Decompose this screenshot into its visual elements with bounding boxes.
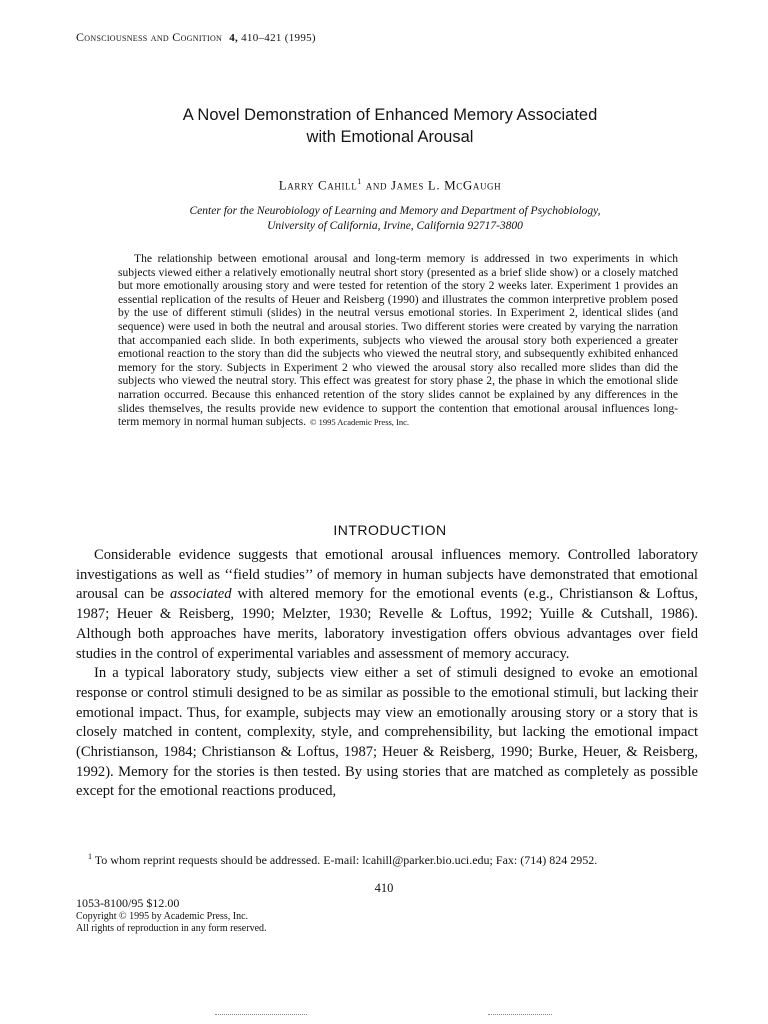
page-number: 410 (374, 881, 394, 895)
journal-volume: 4, (229, 32, 239, 44)
first-author: Larry Cahill (278, 177, 358, 193)
rights-line: All rights of reproduction in any form reserved. (76, 923, 267, 934)
second-author: James L. McGaugh (390, 177, 502, 193)
scan-artifact-right (488, 1014, 552, 1018)
article-title (90, 104, 690, 148)
footnote (76, 849, 698, 868)
journal-name: Consciousness and Cognition (76, 30, 223, 44)
running-head (76, 30, 316, 45)
journal-pages-year: 410–421 (1995) (241, 32, 316, 44)
paragraph-2: In a typical laboratory study, subjects view either a set of stimuli designed to evoke an emotional response or control stimuli designed to be as similar as possible to the emotional stimuli, but lacking their emotional impact. Thus, for example, subjects may view an emotionally arousing story or a story that is closely matched in content, complexity, style, and comprehensibility, but lacking the emotional impact (Christianson, 1984; Christianson & Loftus, 1987; Heuer & Reisberg, 1990; Burke, Heuer, & Reisberg, 1992). Memory for the stories is then tested. By using stories that are matched as completely as possible except for the emotional reactions produced, (76, 665, 698, 800)
affiliation-line-2: University of California, Irvine, California 92717-3800 (267, 220, 523, 232)
paragraph-1 (76, 546, 698, 664)
abstract-text: The relationship between emotional arousal and long-term memory is addressed in two experiments in which subjects viewed either a relatively emotionally neutral short story (presented as a brief slide show) or a closely matched but more emotionally arousing story and were tested for retention of the story 2 weeks later. Experiment 1 provides an essential replication of the results of Heuer and Reisberg (1990) and illustrates the common interpretive problem posed by the use of different stimuli (slides) in the neutral versus emotional stories. In Experiment 2, identical slides (and sequence) were used in both the neutral and arousal stories. Two different stories were created by varying the narration that accompanied each slide. In both experiments, subjects who viewed the arousal story both experienced a greater emotional reaction to the story than did the subjects who viewed the neutral story, and subsequently exhibited enhanced memory for the story. Subjects in Experiment 2 who viewed the arousal story also recalled more slides than did the subjects who viewed the neutral story. This effect was greatest for story phase 2, the phase in which the emotional slide narration occurred. Because this enhanced retention of the story slides cannot be explained by any differences in the slides themselves, the results provide new evidence to support the contention that emotional arousal influences long-term memory in normal human subjects. (118, 252, 678, 429)
paragraph-1-start: Considerable evidence suggests that emotional arousal influences memory. Controlled laboratory investigations as well as ‘‘field studies’’ of memory in human subjects have demonstrated that emotional arousal can be (76, 547, 698, 603)
front-matter (76, 896, 267, 935)
abstract-copyright: © 1995 Academic Press, Inc. (310, 417, 410, 428)
footnote-text: To whom reprint requests should be addressed. E-mail: lcahill@parker.bio.uci.edu; Fax: (714) 824 2952. (92, 853, 598, 867)
issn-price: 1053-8100/95 $12.00 (76, 896, 180, 910)
scan-artifact-left (215, 1014, 307, 1018)
paragraph-1-emphasis: associated (169, 586, 232, 603)
title-line-1: A Novel Demonstration of Enhanced Memory Associated (182, 106, 598, 124)
affiliation (108, 204, 682, 234)
affiliation-line-1: Center for the Neurobiology of Learning and Memory and Department of Psychobiology, (189, 205, 601, 217)
author-line (90, 177, 690, 193)
introduction-body (76, 546, 698, 802)
abstract (118, 252, 678, 430)
footnote-mark: 1 (88, 852, 92, 861)
paragraph-1-end: with altered memory for the emotional events (e.g., Christianson & Loftus, 1987; Heuer & Reisberg, 1990; Melzter, 1930; Revelle & Loftus, 1992; Yuille & Cutshall, 1986). Although both approaches have merits, laboratory investigation offers obvious advantages over field studies in the control of experimental variables and assessment of memory accuracy. (76, 586, 698, 662)
section-heading-introduction: INTRODUCTION (333, 522, 447, 538)
author-connector: and (365, 177, 388, 193)
title-line-2: with Emotional Arousal (306, 128, 474, 146)
first-author-footnote-mark: 1 (357, 177, 362, 186)
copyright-line: Copyright © 1995 by Academic Press, Inc. (76, 911, 249, 922)
